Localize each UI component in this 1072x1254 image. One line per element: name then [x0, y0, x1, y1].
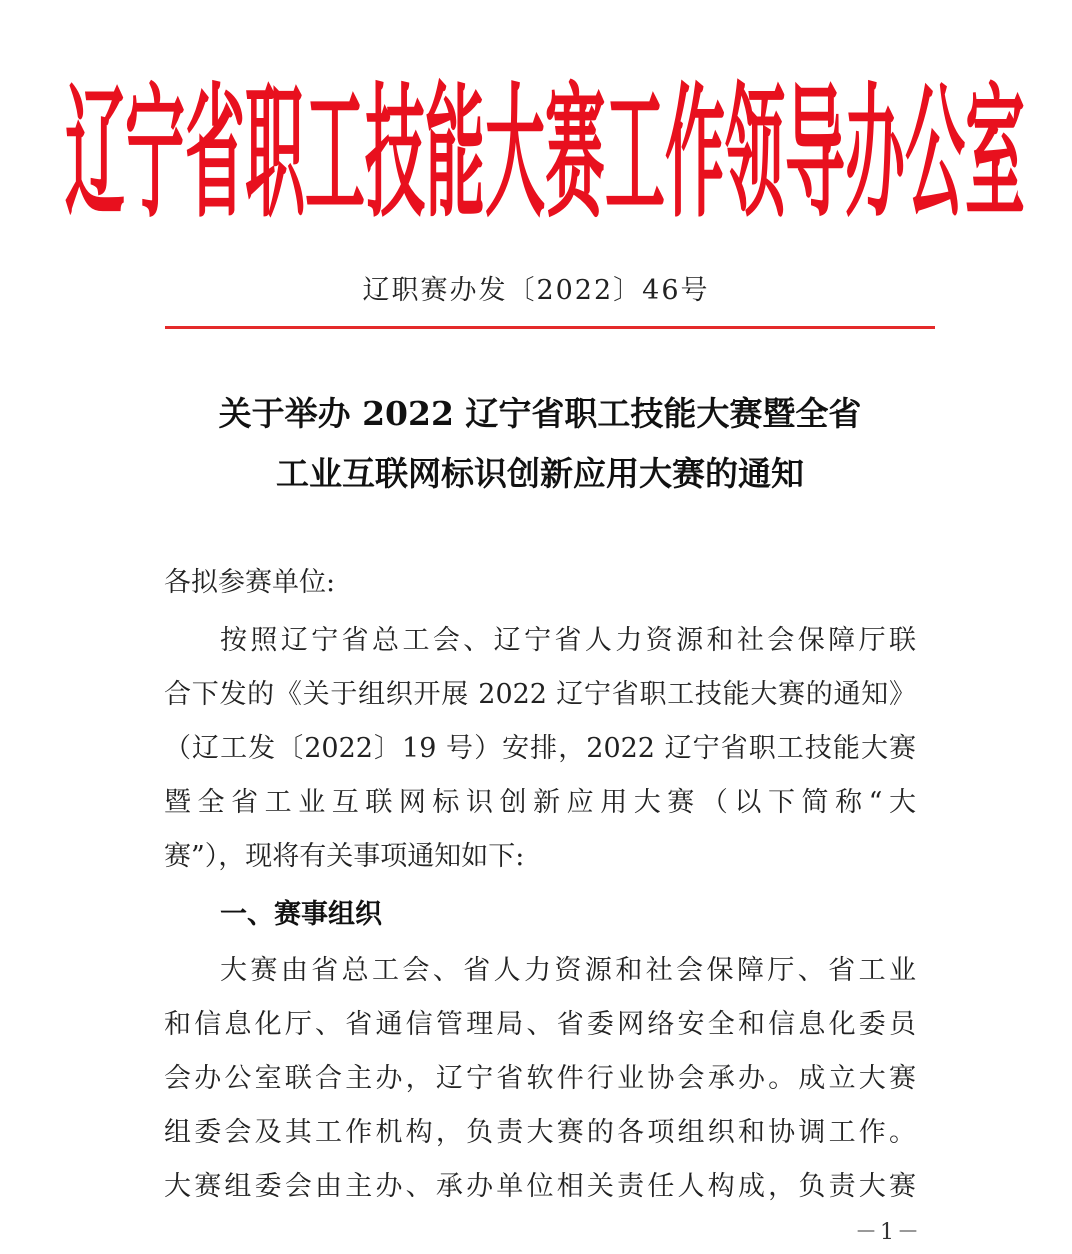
paragraph-2-line-3: 会办公室联合主办，辽宁省软件行业协会承办。成立大赛 — [164, 1063, 916, 1094]
page-number: －1－ — [855, 1220, 922, 1245]
paragraph-2-line-4: 组委会及其工作机构，负责大赛的各项组织和协调工作。 — [164, 1117, 916, 1148]
paragraph-1-line-2: 合下发的《关于组织开展 2022 辽宁省职工技能大赛的通知》 — [164, 679, 916, 710]
paragraph-1-line-3: （辽工发〔2022〕19 号）安排，2022 辽宁省职工技能大赛 — [164, 733, 916, 764]
red-divider-rule — [165, 326, 935, 329]
paragraph-1-line-1: 按照辽宁省总工会、辽宁省人力资源和社会保障厅联 — [220, 625, 916, 656]
paragraph-1-line-5: 赛”），现将有关事项通知如下: — [164, 841, 525, 872]
issuer-name: 辽宁省职工技能大赛工作领导办公室 — [65, 71, 1025, 239]
paragraph-2-line-5: 大赛组委会由主办、承办单位相关责任人构成，负责大赛 — [164, 1171, 916, 1202]
salutation: 各拟参赛单位: — [164, 567, 336, 598]
document-title-line-2: 工业互联网标识创新应用大赛的通知 — [276, 454, 804, 493]
section-1-heading: 一、赛事组织 — [220, 899, 382, 930]
document-title-line-1: 关于举办 2022 辽宁省职工技能大赛暨全省 — [218, 394, 862, 433]
issuer-masthead — [65, 58, 1025, 239]
document-number: 辽职赛办发〔2022〕46号 — [362, 275, 710, 306]
paragraph-1-line-4: 暨全省工业互联网标识创新应用大赛（以下简称“大 — [164, 787, 916, 818]
paragraph-2-line-2: 和信息化厅、省通信管理局、省委网络安全和信息化委员 — [164, 1009, 916, 1040]
paragraph-2-line-1: 大赛由省总工会、省人力资源和社会保障厅、省工业 — [220, 955, 916, 986]
